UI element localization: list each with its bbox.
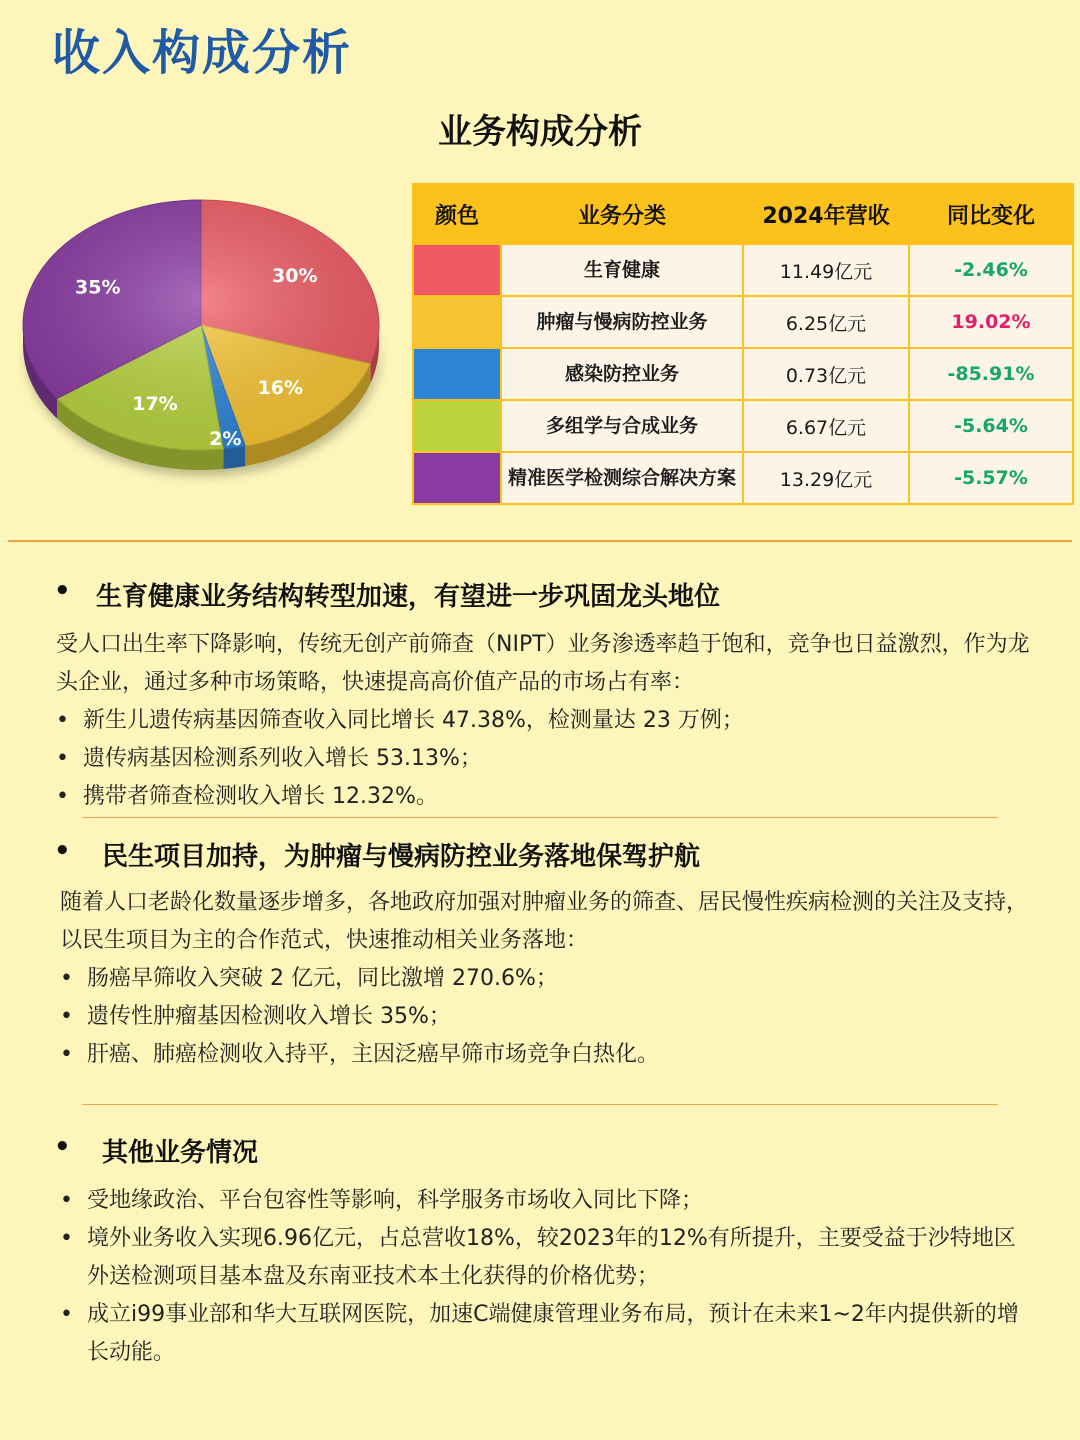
section-heading [0, 836, 1080, 876]
bullet-icon: • [56, 784, 69, 809]
list-item-text: 受地缘政治、平台包容性等影响，科学服务市场收入同比下降； [87, 1188, 704, 1213]
header-revenue: 2024年营收 [743, 184, 909, 244]
category-name: 感染防控业务 [501, 348, 743, 400]
section-heading [0, 1132, 1080, 1172]
pie-data-label: 2% [209, 427, 242, 450]
legend-header-row [413, 184, 1073, 244]
list-item-text: 成立i99事业部和华大互联网医院，加速C端健康管理业务布局，预计在未来1~2年内提供新的增长动能。 [87, 1302, 1019, 1365]
category-name: 多组学与合成业务 [501, 400, 743, 452]
bullet-icon: • [54, 836, 71, 866]
bullet-icon: • [60, 966, 73, 991]
pie-gloss [23, 200, 379, 450]
bullet-icon: • [54, 576, 71, 606]
yoy-change: -5.57% [909, 452, 1073, 504]
yoy-change: -5.64% [909, 400, 1073, 452]
bullet-icon: • [56, 746, 69, 771]
table-row [413, 244, 1073, 296]
color-swatch [414, 453, 500, 503]
bullet-icon: • [54, 1132, 71, 1162]
section-divider [8, 540, 1072, 542]
bullet-icon: • [60, 1004, 73, 1029]
list-item-text: 境外业务收入实现6.96亿元，占总营收18%，较2023年的12%有所提升，主要受益于沙特地区外送检测项目基本盘及东南亚技术本土化获得的价格优势； [87, 1226, 1016, 1289]
list-item [60, 1182, 1030, 1220]
list-item-text: 肝癌、肺癌检测收入持平，主因泛癌早筛市场竞争白热化。 [87, 1042, 660, 1067]
table-row [413, 348, 1073, 400]
bullet-icon: • [56, 708, 69, 733]
section-divider [82, 817, 998, 818]
section-list [56, 702, 1080, 816]
color-swatch [414, 349, 500, 399]
list-item [60, 1220, 1030, 1296]
header-yoy: 同比变化 [909, 184, 1073, 244]
list-item [60, 960, 1080, 998]
revenue-value: 6.25亿元 [743, 296, 909, 348]
color-swatch [414, 401, 500, 451]
section-divider [82, 1104, 998, 1105]
color-cell [413, 400, 501, 452]
table-row [413, 296, 1073, 348]
section-fertility [0, 576, 1080, 816]
color-cell [413, 244, 501, 296]
pie-data-label: 17% [132, 393, 178, 416]
section-other [0, 1132, 1080, 1372]
category-name: 精准医学检测综合解决方案 [501, 452, 743, 504]
yoy-change: 19.02% [909, 296, 1073, 348]
bullet-icon: • [60, 1042, 73, 1067]
color-cell [413, 296, 501, 348]
section-list [60, 1182, 1030, 1372]
section-heading-text: 其他业务情况 [102, 1138, 259, 1168]
list-item [60, 1036, 1080, 1074]
legend-table [412, 183, 1074, 505]
revenue-value: 13.29亿元 [743, 452, 909, 504]
revenue-value: 0.73亿元 [743, 348, 909, 400]
list-item [56, 702, 1080, 740]
yoy-change: -2.46% [909, 244, 1073, 296]
pie-data-label: 30% [272, 265, 318, 288]
bullet-icon: • [60, 1226, 73, 1251]
color-swatch [414, 245, 500, 295]
list-item-text: 遗传性肿瘤基因检测收入增长 35%； [87, 1004, 451, 1029]
list-item [60, 998, 1080, 1036]
list-item-text: 肠癌早筛收入突破 2 亿元，同比激增 270.6%； [87, 966, 558, 991]
list-item [56, 778, 1080, 816]
category-name: 生育健康 [501, 244, 743, 296]
section-intro: 随着人口老龄化数量逐步增多，各地政府加强对肿瘤业务的筛查、居民慢性疾病检测的关注及支持，以民生项目为主的合作范式，快速推动相关业务落地： [60, 890, 1029, 953]
pie-data-label: 35% [75, 276, 121, 299]
header-color: 颜色 [413, 184, 501, 244]
list-item-text: 携带者筛查检测收入增长 12.32%。 [83, 784, 438, 809]
bullet-icon: • [60, 1188, 73, 1213]
color-cell [413, 348, 501, 400]
header-category: 业务分类 [501, 184, 743, 244]
section-list [60, 960, 1080, 1074]
list-item-text: 遗传病基因检测系列收入增长 53.13%； [83, 746, 482, 771]
revenue-value: 11.49亿元 [743, 244, 909, 296]
chart-title: 业务构成分析 [438, 112, 642, 152]
table-row [413, 400, 1073, 452]
color-cell [413, 452, 501, 504]
color-swatch [414, 297, 500, 347]
yoy-change: -85.91% [909, 348, 1073, 400]
category-name: 肿瘤与慢病防控业务 [501, 296, 743, 348]
list-item [60, 1296, 1030, 1372]
list-item-text: 新生儿遗传病基因筛查收入同比增长 47.38%，检测量达 23 万例； [83, 708, 744, 733]
section-heading-text: 生育健康业务结构转型加速，有望进一步巩固龙头地位 [96, 582, 721, 612]
section-heading-text: 民生项目加持，为肿瘤与慢病防控业务落地保驾护航 [102, 842, 701, 872]
list-item [56, 740, 1080, 778]
section-heading [0, 576, 1080, 616]
pie-data-label: 16% [257, 376, 304, 399]
pie-chart [18, 185, 388, 515]
section-intro: 受人口出生率下降影响，传统无创产前筛查（NIPT）业务渗透率趋于饱和，竞争也日益激烈，作为龙头企业，通过多种市场策略，快速提高高价值产品的市场占有率： [56, 632, 1030, 695]
page-title: 收入构成分析 [52, 25, 353, 81]
bullet-icon: • [60, 1302, 73, 1327]
table-row [413, 452, 1073, 504]
revenue-value: 6.67亿元 [743, 400, 909, 452]
section-oncology [0, 836, 1080, 1074]
